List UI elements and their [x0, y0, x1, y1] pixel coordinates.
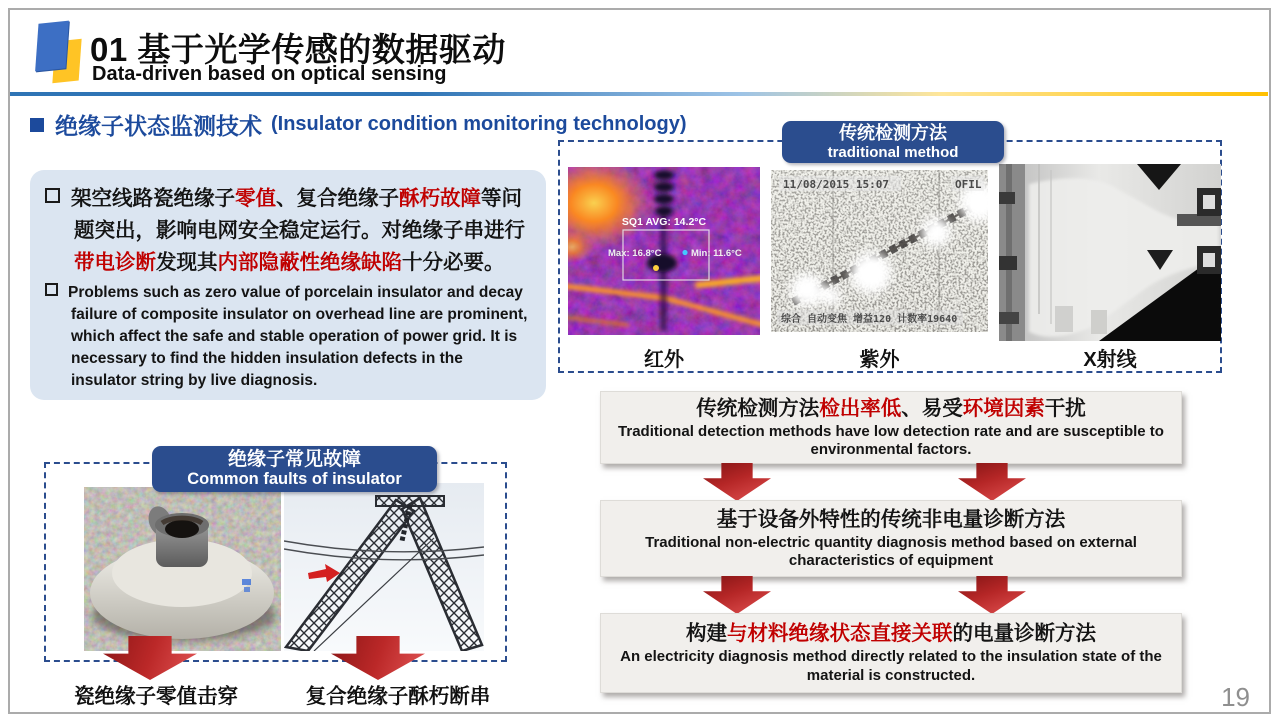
section-bullet-icon — [30, 118, 44, 132]
flow-box-1-title: 传统检测方法检出率低、易受环境因素干扰 — [696, 396, 1086, 420]
ir-max-label: Max: 16.8°C — [608, 248, 662, 259]
flow-box-2 — [600, 500, 1182, 577]
composite-insulator-tower-photo — [284, 483, 484, 651]
header-gradient-rule — [10, 92, 1268, 96]
flow-box-1-subtitle: Traditional detection methods have low detection rate and are susceptible to environmental factors. — [618, 422, 1164, 459]
flow-box-3 — [600, 613, 1182, 693]
caption-infrared: 红外 — [644, 349, 684, 371]
badge-label-zh: 传统检测方法 — [839, 123, 947, 144]
flow-box-2-subtitle: Traditional non-electric quantity diagnosis method based on external characteristics of equipment — [645, 533, 1137, 570]
badge-label-en: Common faults of insulator — [187, 470, 402, 489]
infrared-thermal-image — [568, 167, 760, 335]
logo-blue-shape — [35, 21, 69, 72]
badge-label-zh: 绝缘子常见故障 — [227, 448, 361, 470]
intro-panel — [30, 170, 546, 400]
porcelain-insulator-photo — [84, 487, 281, 651]
caption-ultraviolet: 紫外 — [859, 349, 900, 371]
ir-avg-label: SQ1 AVG: 14.2°C — [621, 216, 707, 228]
page-number: 19 — [1221, 682, 1250, 712]
xray-image — [999, 164, 1221, 341]
fault-caption-composite: 复合绝缘子酥朽断串 — [305, 685, 491, 708]
fault-caption-porcelain: 瓷绝缘子零值击穿 — [74, 685, 238, 708]
traditional-method-badge — [782, 121, 1004, 163]
flow-box-2-title: 基于设备外特性的传统非电量诊断方法 — [716, 507, 1066, 531]
slide-logo-icon — [34, 22, 90, 84]
badge-label-en: traditional method — [827, 143, 959, 161]
ultraviolet-image — [771, 170, 988, 332]
uv-brand-label: OFIL — [955, 178, 982, 191]
flow-box-3-subtitle: An electricity diagnosis method directly related to the insulation state of the material is constructed. — [620, 648, 1162, 684]
common-faults-badge — [152, 446, 437, 492]
section-title-zh: 绝缘子状态监测技术 — [55, 113, 262, 139]
square-bullet-icon — [45, 188, 60, 203]
uv-status-label: 综合 自动变焦 增益120 计数率19640 — [781, 314, 958, 325]
ir-min-label: Min: 11.6°C — [691, 248, 742, 259]
intro-paragraph-en: Problems such as zero value of porcelain insulator and decay failure of composite insulator on overhead line are prominent, which affect the safe and stable operation of power grid. It is necessary to find the hidden insulation defects in the insulator string by live diagnosis. — [45, 282, 531, 392]
square-bullet-icon — [45, 283, 58, 296]
section-title-en: (Insulator condition monitoring technology) — [271, 113, 687, 135]
page-subtitle: Data-driven based on optical sensing — [92, 63, 447, 85]
flow-box-3-title: 构建与材料绝缘状态直接关联的电量诊断方法 — [686, 622, 1096, 646]
uv-datetime-label: 11/08/2015 15:07 — [783, 178, 889, 191]
intro-paragraph-zh: 架空线路瓷绝缘子零值、复合绝缘子酥朽故障等问题突出，影响电网安全稳定运行。对绝缘子串进行带电诊断发现其内部隐蔽性绝缘缺陷十分必要。 — [45, 183, 531, 278]
caption-xray: X射线 — [1083, 349, 1137, 371]
flow-box-1 — [600, 391, 1182, 464]
section-heading — [30, 108, 687, 141]
page-title: 01 基于光学传感的数据驱动 — [90, 31, 506, 68]
